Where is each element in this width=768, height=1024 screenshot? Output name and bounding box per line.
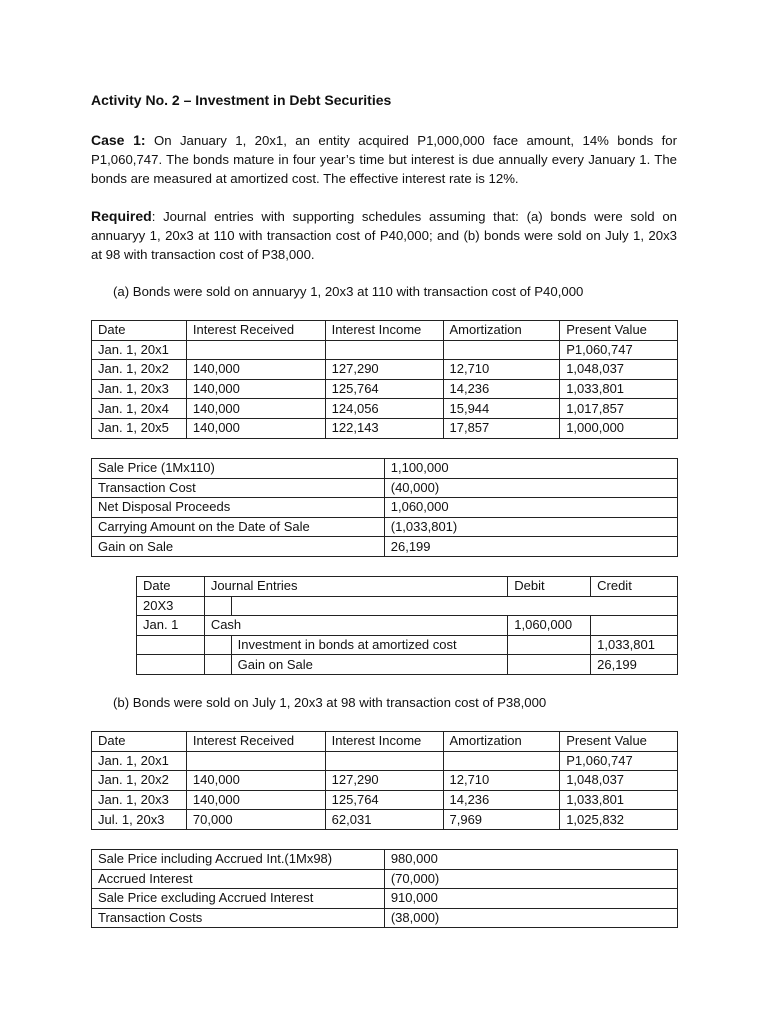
header-cell: Credit: [591, 577, 678, 597]
present-value-cell: 1,033,801: [560, 379, 678, 399]
date-cell: Jan. 1, 20x2: [92, 360, 187, 380]
header-cell: Debit: [508, 577, 591, 597]
interest-received-cell: [186, 340, 325, 360]
table-row: [92, 869, 678, 889]
amortization-cell: 14,236: [443, 379, 560, 399]
blank-cell: [137, 635, 205, 655]
date-cell: Jan. 1, 20x3: [92, 790, 187, 810]
table-row: [92, 360, 678, 380]
present-value-cell: 1,048,037: [560, 771, 678, 791]
interest-received-cell: [186, 751, 325, 771]
item-cell: Accrued Interest: [92, 869, 385, 889]
account-cell: Investment in bonds at amortized cost: [231, 635, 508, 655]
table-row: [92, 418, 678, 438]
header-cell: Date: [92, 732, 187, 752]
amount-cell: (40,000): [384, 478, 677, 498]
table-row: [92, 399, 678, 419]
account-cell: Gain on Sale: [231, 655, 508, 675]
interest-received-cell: 140,000: [186, 399, 325, 419]
account-cell: Cash: [204, 616, 507, 636]
item-cell: Sale Price (1Mx110): [92, 459, 385, 479]
present-value-cell: 1,017,857: [560, 399, 678, 419]
table-row: [92, 850, 678, 870]
present-value-cell: P1,060,747: [560, 340, 678, 360]
part-a-heading: (a) Bonds were sold on annuaryy 1, 20x3 at 110 with transaction cost of P40,000: [113, 284, 584, 299]
date-cell: Jan. 1, 20x1: [92, 340, 187, 360]
page-title: Activity No. 2 – Investment in Debt Securities: [91, 92, 392, 108]
blank-cell: [591, 596, 678, 616]
interest-income-cell: [325, 751, 443, 771]
date-cell: Jan. 1, 20x1: [92, 751, 187, 771]
amortization-cell: 7,969: [443, 810, 560, 830]
header-cell: Interest Received: [186, 321, 325, 341]
table-row: [92, 498, 678, 518]
amortization-cell: 12,710: [443, 360, 560, 380]
item-cell: Transaction Cost: [92, 478, 385, 498]
item-cell: Sale Price including Accrued Int.(1Mx98): [92, 850, 385, 870]
table-row: [92, 537, 678, 557]
case-paragraph: [91, 131, 677, 188]
table-row: [92, 751, 678, 771]
table-row: [137, 655, 678, 675]
amount-cell: (38,000): [384, 908, 677, 928]
blank-cell: [508, 596, 591, 616]
header-cell: Interest Received: [186, 732, 325, 752]
interest-income-cell: 127,290: [325, 771, 443, 791]
required-label: Required: [91, 208, 152, 224]
interest-received-cell: 140,000: [186, 379, 325, 399]
amount-cell: 1,060,000: [384, 498, 677, 518]
sale-computation-a: [91, 458, 678, 557]
header-cell: Interest Income: [325, 321, 443, 341]
amount-cell: (70,000): [384, 869, 677, 889]
amortization-cell: [443, 340, 560, 360]
required-text: : Journal entries with supporting schedules assuming that: (a) bonds were sold on annuaryy 1, 20x3 at 110 with transaction cost of P40,000; and (b) bonds were sold on July 1, 20x3 at 98 with transaction cost of P38,000.: [91, 209, 677, 262]
item-cell: Net Disposal Proceeds: [92, 498, 385, 518]
amortization-cell: 12,710: [443, 771, 560, 791]
table-row: [137, 596, 678, 616]
blank-cell: [204, 655, 231, 675]
amount-cell: (1,033,801): [384, 517, 677, 537]
interest-income-cell: 122,143: [325, 418, 443, 438]
credit-cell: [591, 616, 678, 636]
header-cell: Journal Entries: [204, 577, 507, 597]
amount-cell: 1,100,000: [384, 459, 677, 479]
table-header-row: [137, 577, 678, 597]
table-row: [92, 908, 678, 928]
credit-cell: 26,199: [591, 655, 678, 675]
interest-income-cell: 124,056: [325, 399, 443, 419]
blank-cell: [204, 596, 231, 616]
table-row: [92, 340, 678, 360]
table-row: [92, 810, 678, 830]
table-row: [92, 889, 678, 909]
credit-cell: 1,033,801: [591, 635, 678, 655]
sale-computation-b: [91, 849, 678, 928]
amount-cell: 980,000: [384, 850, 677, 870]
table-row: [92, 771, 678, 791]
item-cell: Gain on Sale: [92, 537, 385, 557]
table-row: [137, 635, 678, 655]
amortization-cell: 15,944: [443, 399, 560, 419]
header-cell: Present Value: [560, 321, 678, 341]
debit-cell: [508, 655, 591, 675]
interest-received-cell: 70,000: [186, 810, 325, 830]
interest-income-cell: 127,290: [325, 360, 443, 380]
case-label: Case 1:: [91, 132, 146, 148]
interest-income-cell: 125,764: [325, 379, 443, 399]
header-cell: Interest Income: [325, 732, 443, 752]
present-value-cell: 1,000,000: [560, 418, 678, 438]
header-cell: Date: [92, 321, 187, 341]
header-cell: Amortization: [443, 732, 560, 752]
date-cell: Jan. 1, 20x3: [92, 379, 187, 399]
amount-cell: 910,000: [384, 889, 677, 909]
present-value-cell: 1,048,037: [560, 360, 678, 380]
interest-received-cell: 140,000: [186, 360, 325, 380]
date-cell: Jan. 1: [137, 616, 205, 636]
interest-received-cell: 140,000: [186, 790, 325, 810]
required-paragraph: [91, 207, 677, 264]
amortization-cell: 14,236: [443, 790, 560, 810]
item-cell: Sale Price excluding Accrued Interest: [92, 889, 385, 909]
year-cell: 20X3: [137, 596, 205, 616]
amortization-schedule-b: [91, 731, 678, 830]
blank-cell: [204, 635, 231, 655]
item-cell: Carrying Amount on the Date of Sale: [92, 517, 385, 537]
table-row: [137, 616, 678, 636]
amortization-cell: [443, 751, 560, 771]
amortization-schedule-a: [91, 320, 678, 439]
date-cell: Jan. 1, 20x4: [92, 399, 187, 419]
item-cell: Transaction Costs: [92, 908, 385, 928]
interest-income-cell: 62,031: [325, 810, 443, 830]
date-cell: Jan. 1, 20x5: [92, 418, 187, 438]
table-row: [92, 478, 678, 498]
header-cell: Amortization: [443, 321, 560, 341]
present-value-cell: 1,033,801: [560, 790, 678, 810]
part-b-heading: (b) Bonds were sold on July 1, 20x3 at 98 with transaction cost of P38,000: [113, 695, 547, 710]
blank-cell: [137, 655, 205, 675]
journal-entries-table: [136, 576, 678, 675]
blank-cell: [231, 596, 508, 616]
table-row: [92, 517, 678, 537]
table-row: [92, 790, 678, 810]
amortization-cell: 17,857: [443, 418, 560, 438]
table-row: [92, 379, 678, 399]
present-value-cell: P1,060,747: [560, 751, 678, 771]
table-header-row: [92, 321, 678, 341]
header-cell: Present Value: [560, 732, 678, 752]
amount-cell: 26,199: [384, 537, 677, 557]
header-cell: Date: [137, 577, 205, 597]
date-cell: Jan. 1, 20x2: [92, 771, 187, 791]
present-value-cell: 1,025,832: [560, 810, 678, 830]
interest-income-cell: [325, 340, 443, 360]
table-row: [92, 459, 678, 479]
debit-cell: 1,060,000: [508, 616, 591, 636]
date-cell: Jul. 1, 20x3: [92, 810, 187, 830]
case-text: On January 1, 20x1, an entity acquired P1,000,000 face amount, 14% bonds for P1,060,747. The bonds mature in four year’s time but interest is due annually every January 1. The bonds are measured at amortized cost. The effective interest rate is 12%.: [91, 133, 678, 186]
interest-received-cell: 140,000: [186, 771, 325, 791]
debit-cell: [508, 635, 591, 655]
table-header-row: [92, 732, 678, 752]
interest-income-cell: 125,764: [325, 790, 443, 810]
interest-received-cell: 140,000: [186, 418, 325, 438]
